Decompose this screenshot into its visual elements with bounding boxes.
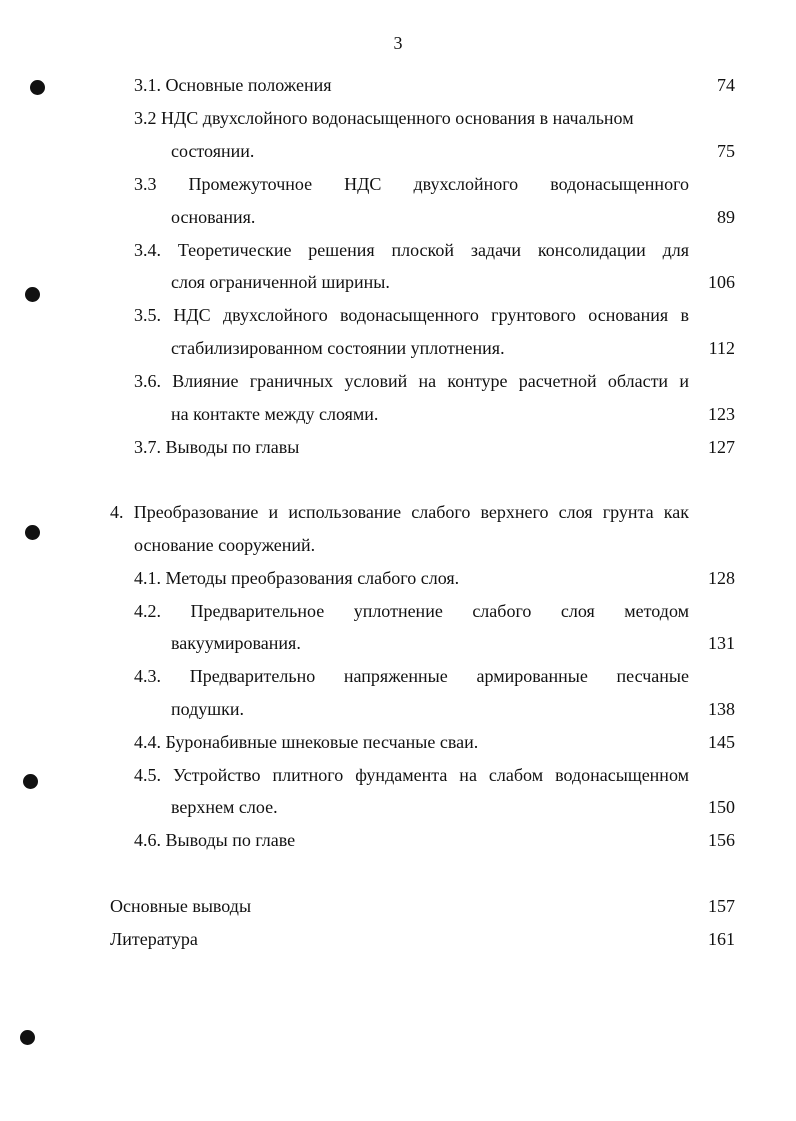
toc-entry-4-2-title-line1: 4.2. Предварительное уплотнение слабого слоя методом — [134, 601, 689, 621]
toc-literature-title: Литература — [110, 929, 198, 949]
toc-entry-4-6-title: 4.6. Выводы по главе — [134, 830, 296, 850]
punch-hole-mark — [25, 525, 40, 540]
toc-entry-3-4-title-line2: слоя ограниченной ширины. — [171, 272, 390, 292]
toc-entry-4-4-title: 4.4. Буронабивные шнековые песчаные сваи. — [134, 732, 479, 752]
toc-chapter-4-title-line1: 4. Преобразование и использование слабого верхнего слоя грунта как — [110, 502, 689, 522]
toc-entry-3-1-page: 74 — [717, 75, 735, 95]
toc-literature-page: 161 — [708, 929, 735, 949]
toc-entry-4-5-title-line2: верхнем слое. — [171, 797, 278, 817]
toc-conclusions-page: 157 — [708, 896, 735, 916]
toc-conclusions-title: Основные выводы — [110, 896, 252, 916]
toc-entry-3-1-title: 3.1. Основные положения — [134, 75, 332, 95]
toc-entry-3-5-title-line2: стабилизированном состоянии уплотнения. — [171, 338, 505, 358]
toc-entry-3-4-page: 106 — [708, 272, 735, 292]
toc-entry-3-3-title-line2: основания. — [171, 207, 256, 227]
toc-entry-3-5-title-line1: 3.5. НДС двухслойного водонасыщенного грунтового основания в — [134, 305, 689, 325]
toc-entry-3-2-title-line2: состоянии. — [171, 141, 255, 161]
toc-entry-4-3-title-line1: 4.3. Предварительно напряженные армированные песчаные — [134, 666, 689, 686]
toc-entry-4-5-title-line1: 4.5. Устройство плитного фундамента на слабом водонасыщенном — [134, 765, 689, 785]
toc-entry-4-1-title: 4.1. Методы преобразования слабого слоя. — [134, 568, 460, 588]
toc-entry-4-5-page: 150 — [708, 797, 735, 817]
toc-entry-3-7-page: 127 — [708, 437, 735, 457]
toc-entry-3-3-page: 89 — [717, 207, 735, 227]
page-number: 3 — [393, 33, 403, 53]
toc-entry-3-6-title-line1: 3.6. Влияние граничных условий на контуре расчетной области и — [134, 371, 689, 391]
toc-entry-4-2-title-line2: вакуумирования. — [171, 633, 301, 653]
toc-chapter-4-title-line2: основание сооружений. — [134, 535, 316, 555]
toc-entry-3-3-title-line1: 3.3 Промежуточное НДС двухслойного водонасыщенного — [134, 174, 689, 194]
toc-entry-3-7-title: 3.7. Выводы по главы — [134, 437, 300, 457]
toc-entry-4-6-page: 156 — [708, 830, 735, 850]
toc-entry-3-6-page: 123 — [708, 404, 735, 424]
toc-entry-4-2-page: 131 — [708, 633, 735, 653]
toc-entry-3-2-title-line1: 3.2 НДС двухслойного водонасыщенного основания в начальном — [134, 108, 634, 128]
toc-entry-3-2-page: 75 — [717, 141, 735, 161]
toc-entry-4-1-page: 128 — [708, 568, 735, 588]
toc-entry-3-5-page: 112 — [708, 338, 735, 358]
toc-entry-3-4-title-line1: 3.4. Теоретические решения плоской задачи консолидации для — [134, 240, 689, 260]
toc-entry-4-4-page: 145 — [708, 732, 735, 752]
punch-hole-mark — [30, 80, 45, 95]
punch-hole-mark — [25, 287, 40, 302]
toc-entry-3-6-title-line2: на контакте между слоями. — [171, 404, 379, 424]
punch-hole-mark — [20, 1030, 35, 1045]
toc-entry-4-3-title-line2: подушки. — [171, 699, 245, 719]
punch-hole-mark — [23, 774, 38, 789]
toc-entry-4-3-page: 138 — [708, 699, 735, 719]
